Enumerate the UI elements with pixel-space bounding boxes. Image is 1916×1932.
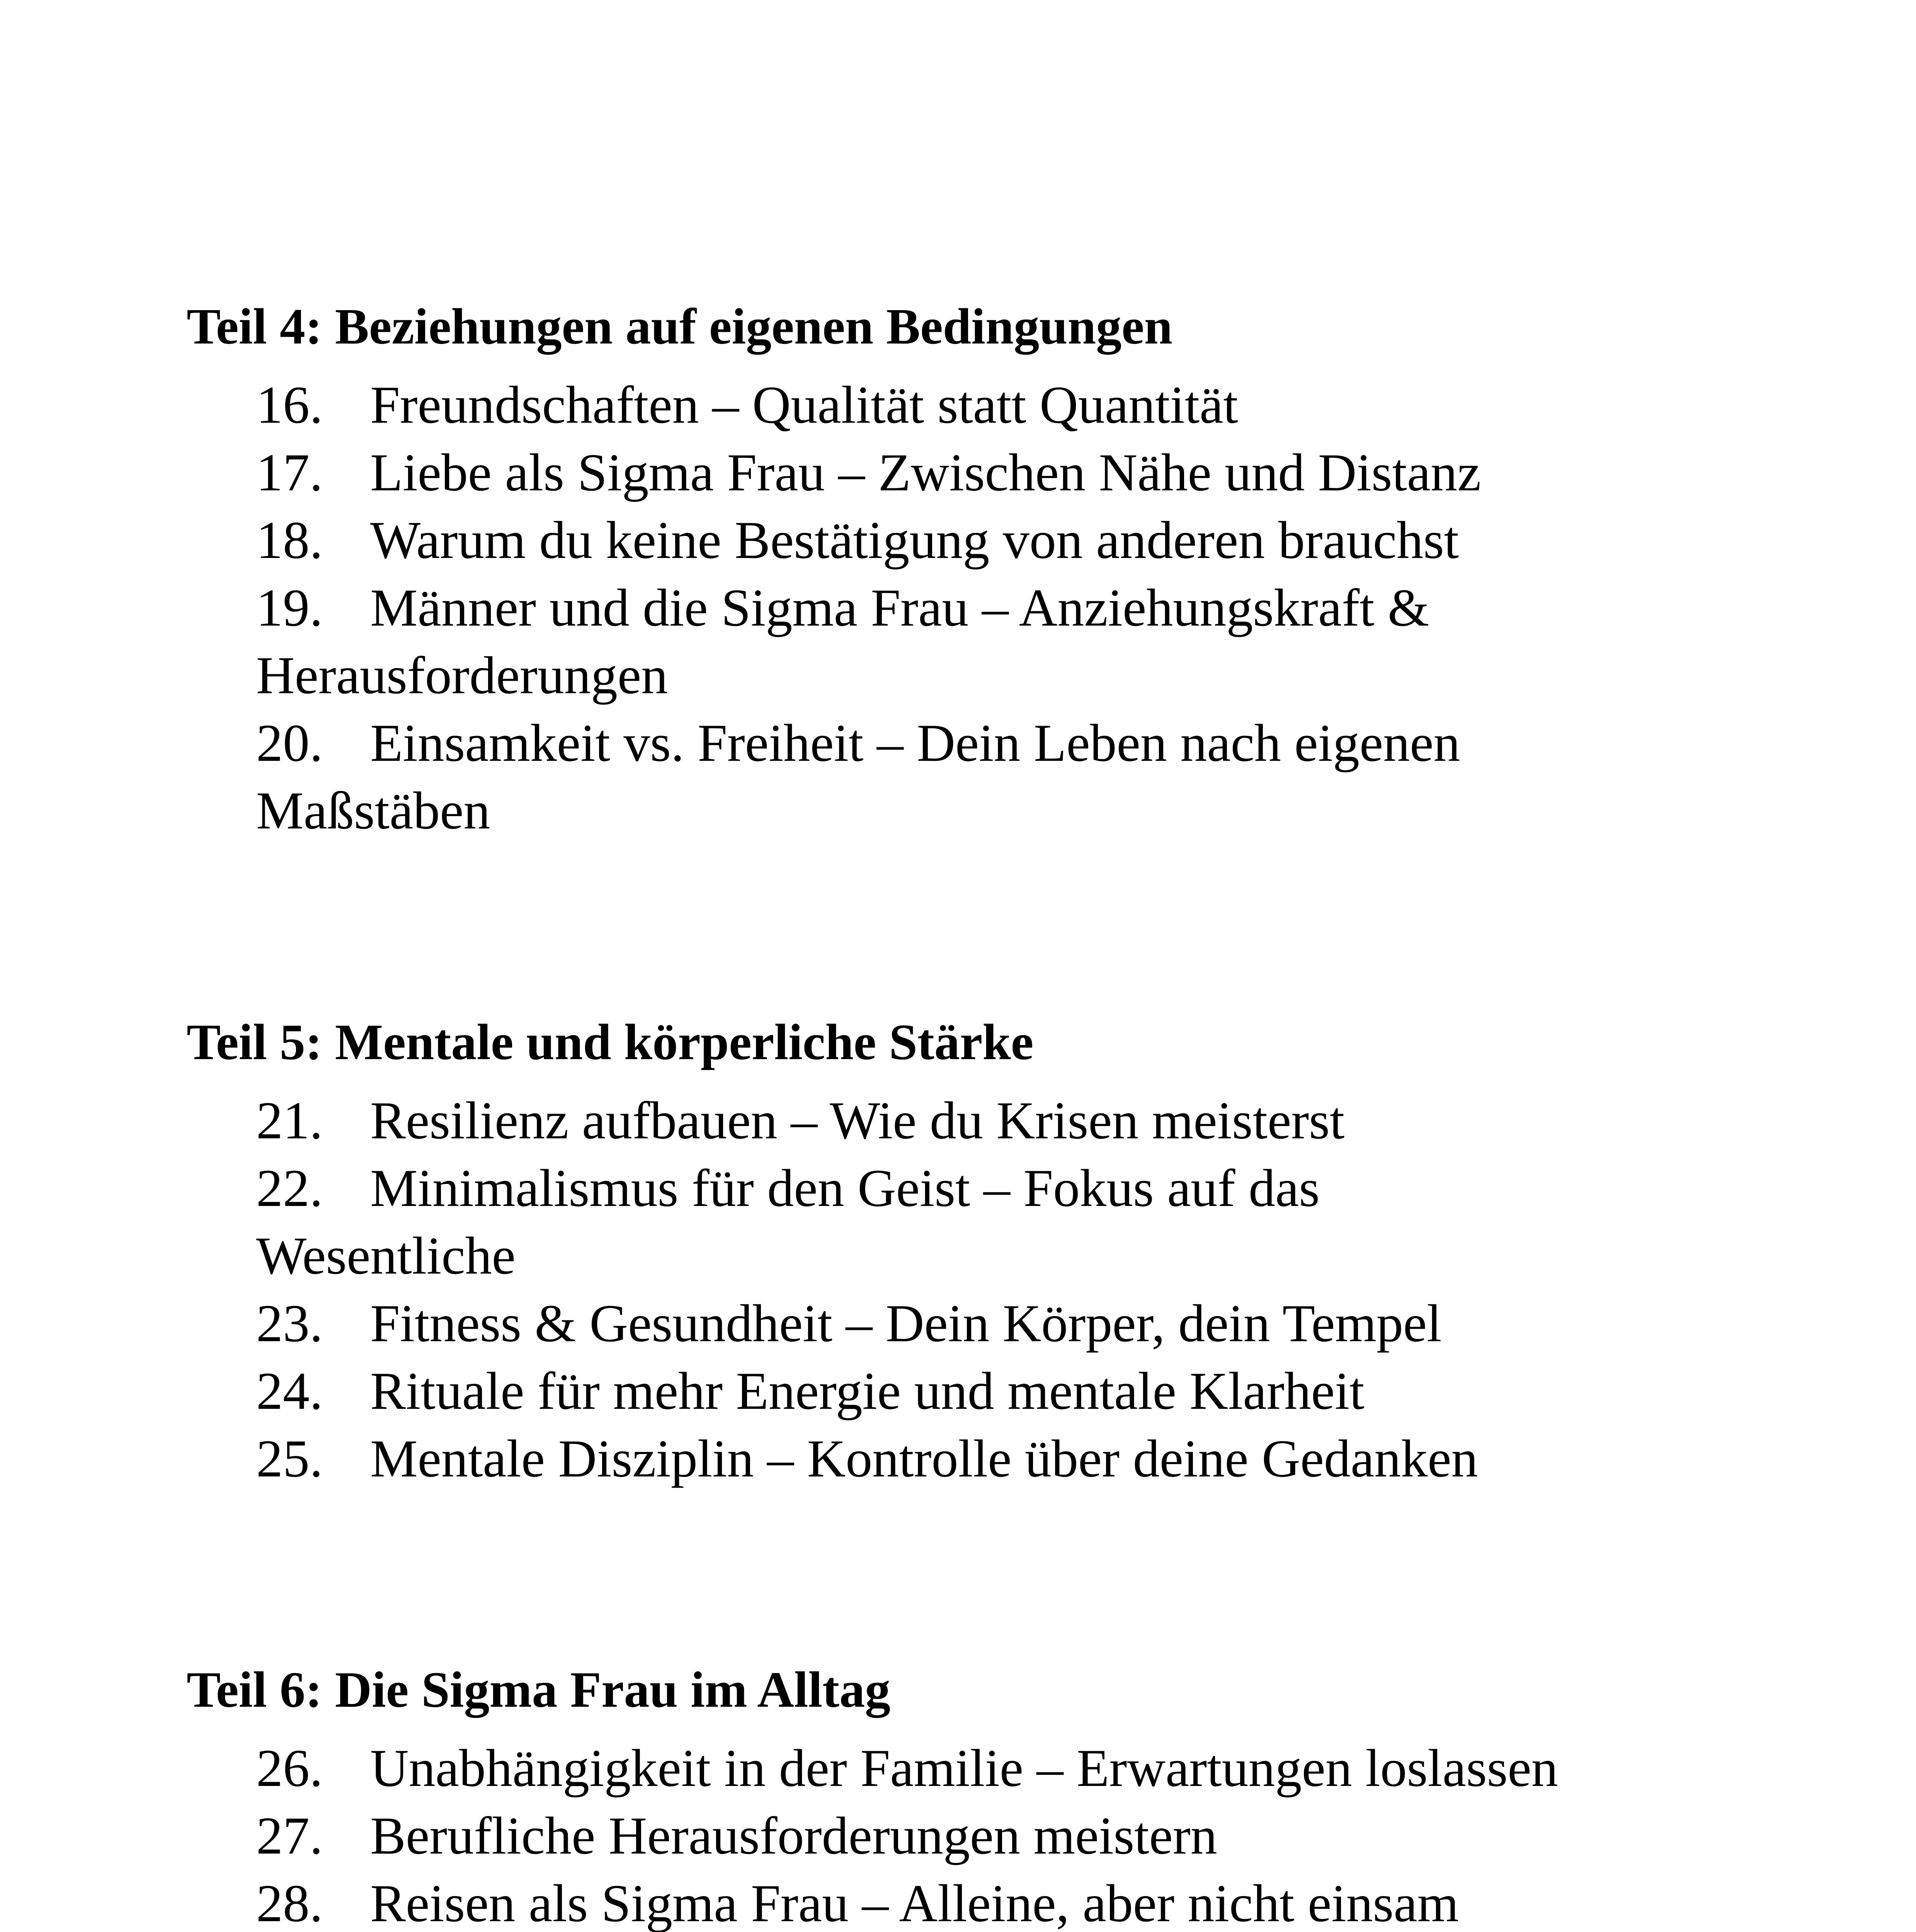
chapter-number: 25.	[256, 1429, 323, 1488]
chapter-title-line: Warum du keine Bestätigung von anderen brauchst	[370, 510, 1459, 570]
section-teil-4	[187, 293, 1771, 844]
list-item	[187, 1734, 1771, 1802]
chapter-title	[370, 1802, 1771, 1869]
chapter-number: 18.	[256, 510, 323, 570]
chapter-number: 22.	[256, 1158, 323, 1218]
list-item	[187, 506, 1771, 574]
section-heading: Teil 6: Die Sigma Frau im Alltag	[187, 1661, 891, 1718]
chapter-title	[370, 371, 1771, 439]
list-item	[187, 1802, 1771, 1869]
chapter-number: 16.	[256, 375, 323, 434]
chapter-title-line: Reisen als Sigma Frau – Alleine, aber nicht einsam	[370, 1874, 1459, 1932]
chapter-title-line: Männer und die Sigma Frau – Anziehungskraft &	[370, 578, 1429, 637]
chapter-number: 19.	[256, 578, 323, 637]
list-item	[187, 439, 1771, 506]
chapter-title-line: Unabhängigkeit in der Familie – Erwartungen loslassen	[370, 1738, 1558, 1798]
chapter-title	[370, 1734, 1771, 1802]
chapter-number: 21.	[256, 1091, 323, 1150]
list-item	[187, 1357, 1771, 1425]
list-item	[187, 1154, 1771, 1289]
list-item	[187, 1425, 1771, 1492]
chapter-title	[370, 1869, 1771, 1932]
section-teil-6	[187, 1656, 1771, 1932]
list-item	[187, 574, 1771, 709]
section-heading: Teil 4: Beziehungen auf eigenen Bedingungen	[187, 298, 1173, 355]
chapter-title-line: Fitness & Gesundheit – Dein Körper, dein Tempel	[370, 1294, 1442, 1353]
chapter-number: 23.	[256, 1294, 323, 1353]
chapter-title-line: Liebe als Sigma Frau – Zwischen Nähe und Distanz	[370, 443, 1481, 502]
chapter-list	[187, 371, 1771, 844]
chapter-title-line: Minimalismus für den Geist – Fokus auf das	[370, 1158, 1320, 1218]
chapter-title	[370, 506, 1771, 574]
chapter-title-continuation: Wesentliche	[256, 1226, 516, 1285]
chapter-title	[370, 1357, 1771, 1425]
chapter-number: 27.	[256, 1806, 323, 1865]
chapter-title	[370, 439, 1771, 506]
chapter-title-continuation: Herausforderungen	[256, 646, 668, 705]
list-item	[187, 1869, 1771, 1932]
chapter-title-continuation: Maßstäben	[256, 781, 490, 840]
chapter-list	[187, 1734, 1771, 1932]
chapter-title	[370, 1425, 1771, 1492]
list-item	[187, 709, 1771, 844]
chapter-number: 17.	[256, 443, 323, 502]
chapter-title	[370, 1289, 1771, 1357]
chapter-title	[370, 1087, 1771, 1154]
chapter-list	[187, 1087, 1771, 1492]
chapter-number: 20.	[256, 713, 323, 772]
chapter-number: 28.	[256, 1874, 323, 1932]
chapter-title-line: Resilienz aufbauen – Wie du Krisen meisterst	[370, 1091, 1345, 1150]
chapter-title-line: Mentale Disziplin – Kontrolle über deine Gedanken	[370, 1429, 1478, 1488]
chapter-title-line: Einsamkeit vs. Freiheit – Dein Leben nach eigenen	[370, 713, 1460, 772]
section-teil-5	[187, 1008, 1771, 1492]
chapter-number: 24.	[256, 1361, 323, 1420]
list-item	[187, 371, 1771, 439]
section-heading: Teil 5: Mentale und körperliche Stärke	[187, 1014, 1034, 1070]
list-item	[187, 1289, 1771, 1357]
chapter-title-line: Freundschaften – Qualität statt Quantität	[370, 375, 1238, 434]
chapter-title-line: Rituale für mehr Energie und mentale Klarheit	[370, 1361, 1365, 1420]
list-item	[187, 1087, 1771, 1154]
chapter-title-line: Berufliche Herausforderungen meistern	[370, 1806, 1217, 1865]
chapter-number: 26.	[256, 1738, 323, 1798]
